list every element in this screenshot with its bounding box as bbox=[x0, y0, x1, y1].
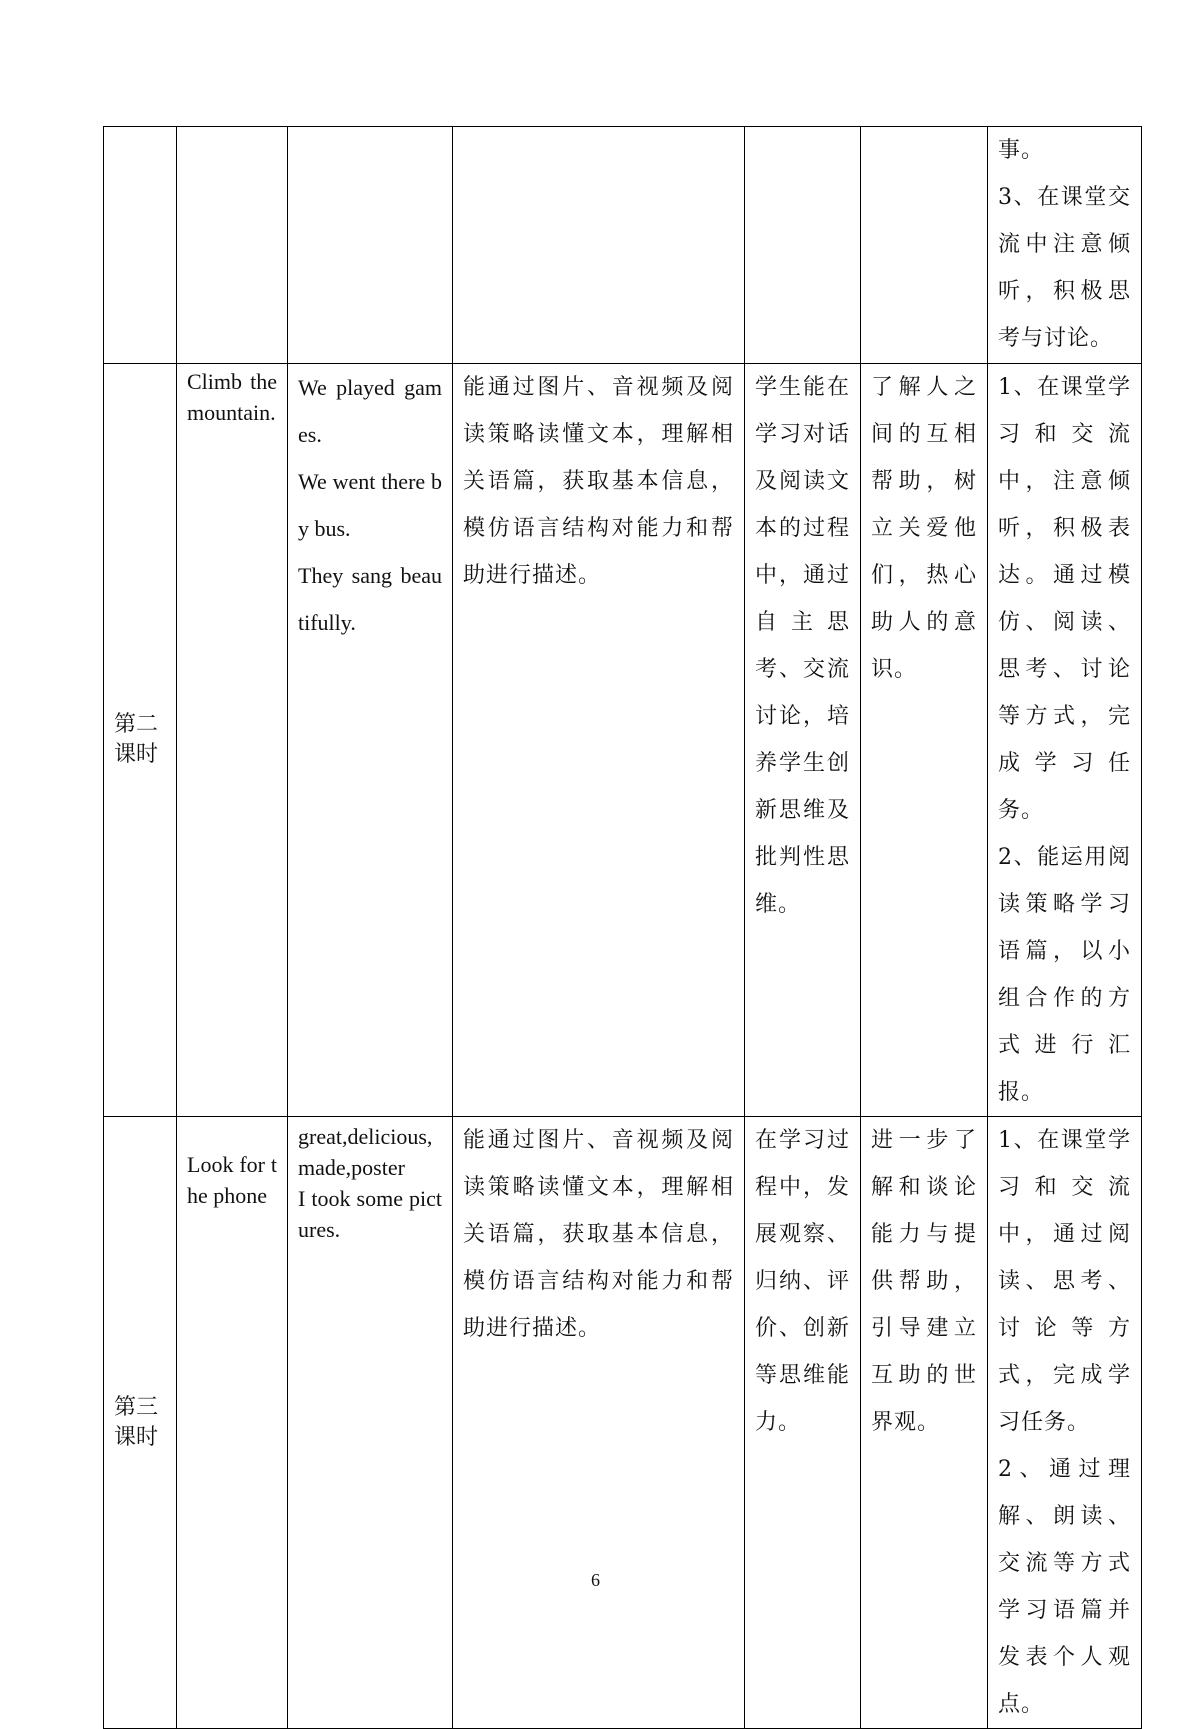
thinking-cell: 在学习过程中，发展观察、归纳、评价、创新等思维能力。 bbox=[745, 1117, 861, 1729]
lesson-plan-table bbox=[103, 126, 1142, 1729]
period-cell bbox=[104, 127, 177, 364]
ability-cell: 能通过图片、音视频及阅读策略读懂文本，理解相关语篇，获取基本信息，模仿语言结构对能力和帮助进行描述。 bbox=[453, 364, 745, 1117]
thinking-cell bbox=[745, 127, 861, 364]
language-cell: We played games. We went there by bus. They sang beautifully. bbox=[288, 364, 453, 1117]
theme-cell: Look for the phone bbox=[177, 1117, 288, 1729]
table-row bbox=[104, 127, 1142, 364]
theme-cell: Climb the mountain. bbox=[177, 364, 288, 1117]
period-cell: 第三 课时 bbox=[104, 1117, 177, 1729]
language-cell bbox=[288, 127, 453, 364]
table-row bbox=[104, 364, 1142, 1117]
thinking-cell: 学生能在学习对话及阅读文本的过程中，通过自主思考、交流讨论，培养学生创新思维及批判性思维。 bbox=[745, 364, 861, 1117]
culture-cell: 了解人之间的互相帮助，树立关爱他们，热心助人的意识。 bbox=[861, 364, 988, 1117]
learning-goal-cell: 1、在课堂学习和交流中，注意倾听，积极表达。通过模仿、阅读、思考、讨论等方式，完成学习任务。 2、能运用阅读策略学习语篇，以小组合作的方式进行汇报。 bbox=[988, 364, 1142, 1117]
culture-cell bbox=[861, 127, 988, 364]
period-cell: 第二 课时 bbox=[104, 364, 177, 1117]
language-cell: great,delicious,made,poster I took some pictures. bbox=[288, 1117, 453, 1729]
page-number: 6 bbox=[591, 1570, 600, 1590]
learning-goal-cell: 事。 3、在课堂交流中注意倾听，积极思考与讨论。 bbox=[988, 127, 1142, 364]
ability-cell: 能通过图片、音视频及阅读策略读懂文本，理解相关语篇，获取基本信息，模仿语言结构对能力和帮助进行描述。 bbox=[453, 1117, 745, 1729]
ability-cell bbox=[453, 127, 745, 364]
theme-cell bbox=[177, 127, 288, 364]
learning-goal-cell: 1、在课堂学习和交流中，通过阅读、思考、讨论等方式，完成学习任务。 2、通过理解、朗读、交流等方式学习语篇并发表个人观点。 bbox=[988, 1117, 1142, 1729]
culture-cell: 进一步了解和谈论能力与提供帮助，引导建立互助的世界观。 bbox=[861, 1117, 988, 1729]
table-row bbox=[104, 1117, 1142, 1729]
